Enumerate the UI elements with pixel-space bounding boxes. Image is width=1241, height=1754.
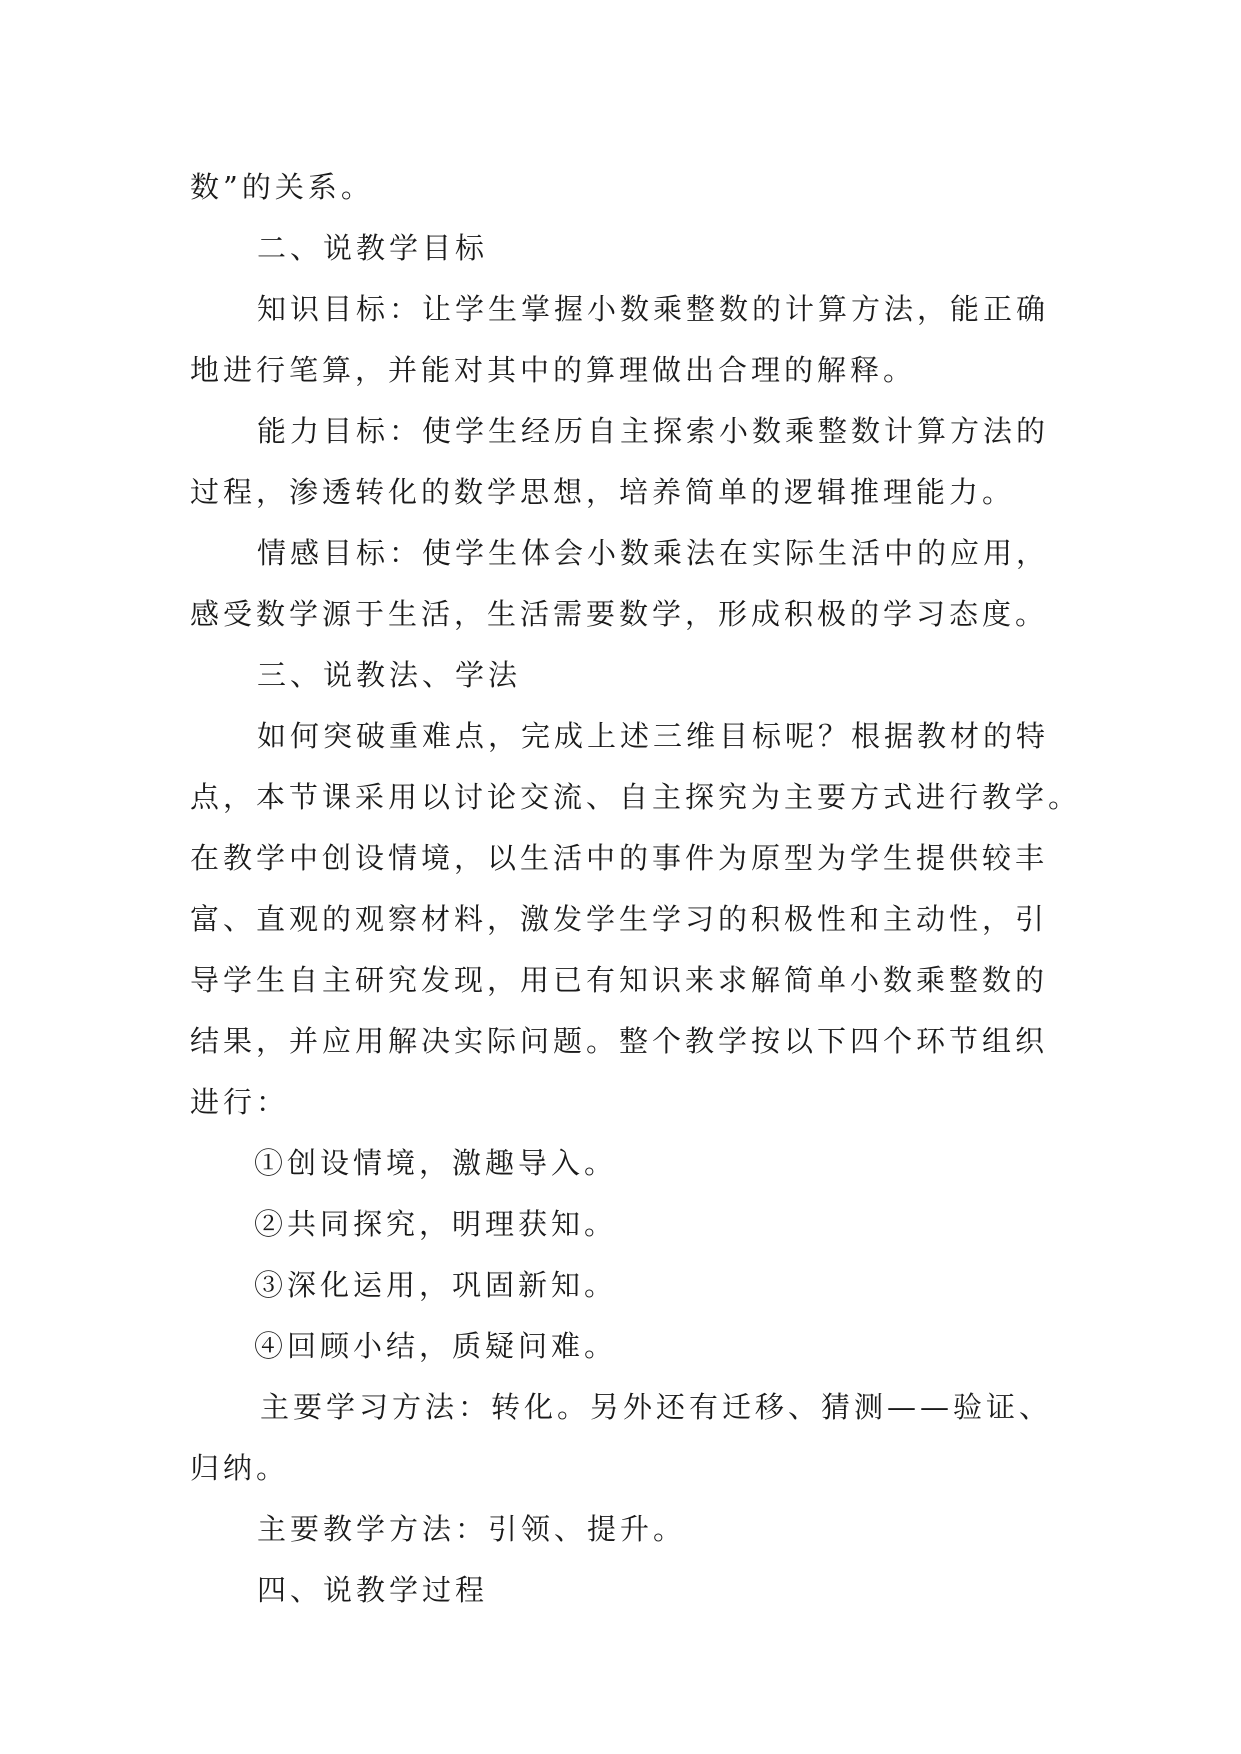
text-line: 地进行笔算，并能对其中的算理做出合理的解释。 xyxy=(190,353,917,387)
text-line: 知识目标：让学生掌握小数乘整数的计算方法，能正确 xyxy=(257,292,1050,326)
document-body xyxy=(190,157,1082,1621)
text-line: 归纳。 xyxy=(190,1451,290,1485)
list-item: ①创设情境，激趣导入。 xyxy=(254,1146,618,1180)
section-heading-methods: 三、说教法、学法 xyxy=(257,658,522,692)
text-line: 感受数学源于生活，生活需要数学，形成积极的学习态度。 xyxy=(190,597,1049,631)
text-line: 如何突破重难点，完成上述三维目标呢？根据教材的特 xyxy=(257,719,1050,753)
list-item: ③深化运用，巩固新知。 xyxy=(254,1268,618,1302)
text-line: 导学生自主研究发现，用已有知识来求解简单小数乘整数的 xyxy=(190,963,1049,997)
list-item: ②共同探究，明理获知。 xyxy=(254,1207,618,1241)
text-line: 能力目标：使学生经历自主探索小数乘整数计算方法的 xyxy=(257,414,1050,448)
list-item: ④回顾小结，质疑问难。 xyxy=(254,1329,618,1363)
text-line: 在教学中创设情境，以生活中的事件为原型为学生提供较丰 xyxy=(190,841,1049,875)
text-line: 数”的关系。 xyxy=(190,170,374,204)
text-line: 结果，并应用解决实际问题。整个教学按以下四个环节组织 xyxy=(190,1024,1049,1058)
text-line: 情感目标：使学生体会小数乘法在实际生活中的应用， xyxy=(257,536,1050,570)
text-line: 主要学习方法：转化。另外还有迁移、猜测——验证、 xyxy=(260,1390,1053,1424)
section-heading-process: 四、说教学过程 xyxy=(257,1573,489,1607)
section-heading-objectives: 二、说教学目标 xyxy=(257,231,489,265)
text-line: 主要教学方法：引领、提升。 xyxy=(257,1512,687,1546)
text-line: 进行： xyxy=(190,1085,290,1119)
text-line: 点，本节课采用以讨论交流、自主探究为主要方式进行教学。 xyxy=(190,780,1082,814)
text-line: 富、直观的观察材料，激发学生学习的积极性和主动性，引 xyxy=(190,902,1049,936)
text-line: 过程，渗透转化的数学思想，培养简单的逻辑推理能力。 xyxy=(190,475,1016,509)
